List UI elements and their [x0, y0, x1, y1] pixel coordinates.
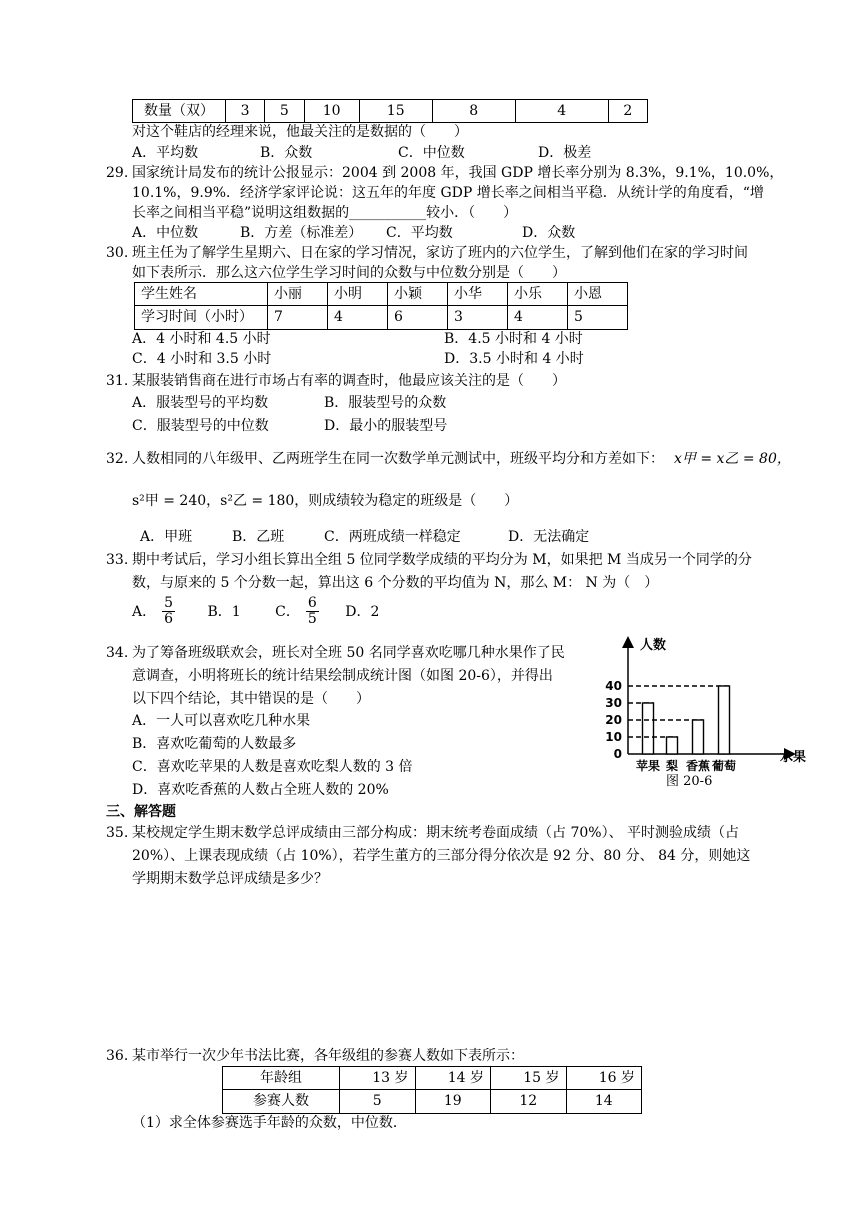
option-a: A．平均数: [132, 145, 199, 161]
option-c: C．服装型号的中位数: [132, 418, 269, 434]
q34-text: 为了筹备班级联欢会，班长对全班 50 名同学喜欢吃哪几种水果作了民: [132, 645, 565, 661]
q34-line2: 意调查，小明将班长的统计结果绘制成统计图（如图 20-6），并得出: [132, 668, 553, 684]
q29-line2: 10.1%，9.9%．经济学家评论说：这五年的年度 GDP 增长率之间相当平稳．从统计学的角度看，“增: [132, 185, 764, 201]
question-number: 34.: [106, 645, 129, 661]
q35-line3: 学期期末数学总评成绩是多少？: [132, 871, 328, 887]
q29-text: 国家统计局发布的统计公报显示：2004 到 2008 年，我国 GDP 增长率分别为 8.3%，9.1%，10.0%，: [132, 165, 784, 181]
option-a: A．: [132, 603, 157, 620]
option-d: D．无法确定: [508, 529, 590, 545]
table-header: 13 岁: [340, 1067, 416, 1090]
q33-options: A． $\frac{5}{6}$ B．1 C． $\frac{6}{5}$ D．2: [132, 595, 380, 628]
table-cell: 19: [415, 1090, 491, 1113]
shoe-table-cell: 3: [226, 100, 265, 123]
x-tick-label: 香蕉: [685, 759, 711, 773]
q33-line1: [106, 549, 752, 571]
option-a: A．甲班: [140, 529, 193, 545]
option-b: B．4.5 小时和 4 小时: [444, 331, 583, 347]
y-tick-label: 40: [605, 679, 622, 693]
table-cell: 学习时间（小时）: [135, 306, 268, 329]
option-a: A．4 小时和 4.5 小时: [132, 331, 271, 347]
shoe-size-table: [132, 99, 648, 123]
table-header: 小乐: [508, 283, 568, 306]
bar-苹果: [643, 703, 654, 754]
shoe-table-cell: 10: [304, 100, 359, 123]
shoe-table-cell: 4: [515, 100, 608, 123]
shoe-table-cell: 5: [265, 100, 304, 123]
table-cell: 4: [508, 306, 568, 329]
option-a: A．中位数: [132, 225, 199, 241]
shoe-table-cell: 2: [608, 100, 647, 123]
q33-line2: 数，与原来的 5 个分数一起，算出这 6 个分数的平均值为 N，那么 M： N 为（ ）: [132, 575, 659, 591]
q30-text: 班主任为了解学生星期六、日在家的学习情况，家访了班内的六位学生，了解到他们在家的学习时间: [132, 245, 748, 261]
q34-line1: [106, 642, 565, 664]
table-cell: 参赛人数: [223, 1090, 340, 1113]
option-d: D．极差: [538, 145, 592, 161]
shoe-table-row-label: 数量（双）: [133, 100, 226, 123]
table-header: 小恩: [568, 283, 628, 306]
q32-line1: [106, 448, 664, 470]
q35-line2: 20%）、上课表现成绩（占 10%），若学生董方的三部分得分依次是 92 分、80 分、 84 分，则她这: [132, 848, 751, 864]
option-c: C．两班成绩一样稳定: [324, 529, 461, 545]
q36-text: 某市举行一次少年书法比赛，各年级组的参赛人数如下表所示：: [132, 1048, 524, 1064]
x-tick-label: 葡萄: [711, 759, 737, 773]
x-axis-label: 水果: [780, 750, 807, 765]
table-header: 14 岁: [415, 1067, 491, 1090]
shoe-table-cell: 15: [359, 100, 432, 123]
q32-line2: s²甲 = 240，s²乙 = 180，则成绩较为稳定的班级是（ ）: [132, 493, 519, 509]
q35-line1: [106, 822, 739, 844]
q32-options: [140, 526, 589, 548]
question-number: 35.: [106, 825, 129, 841]
q30-line2: 如下表所示．那么这六位学生学习时间的众数与中位数分别是（ ）: [132, 265, 566, 281]
option-b: B．喜欢吃葡萄的人数最多: [132, 736, 297, 752]
option-d: D．最小的服装型号: [324, 418, 448, 434]
table-header: 小颖: [388, 283, 448, 306]
y-tick-label: 10: [605, 730, 622, 744]
option-a: A．服装型号的平均数: [132, 395, 269, 411]
option-b: B．1: [207, 603, 241, 620]
table-cell: 5: [568, 306, 628, 329]
q31-line1: [106, 370, 566, 392]
question-number: 36.: [106, 1048, 129, 1064]
q34-line3: 以下四个结论，其中错误的是（ ）: [132, 691, 370, 707]
table-cell: 12: [491, 1090, 567, 1113]
age-group-table: [222, 1066, 642, 1114]
table-header: 小华: [448, 283, 508, 306]
table-cell: 5: [340, 1090, 416, 1113]
table-cell: 4: [328, 306, 388, 329]
option-d: D．喜欢吃香蕉的人数占全班人数的 20%: [132, 782, 389, 798]
table-header: 15 岁: [491, 1067, 567, 1090]
q35-text: 某校规定学生期末数学总评成绩由三部分构成：期末统考卷面成绩（占 70%）、 平时测验成绩（占: [132, 825, 740, 841]
question-number: 32.: [106, 451, 129, 467]
y-tick-label: 30: [605, 696, 622, 710]
option-b: B．方差（标准差）: [240, 225, 363, 241]
option-a: A．一人可以喜欢吃几种水果: [132, 713, 311, 729]
q32-mean-equation: x甲 = x乙 = 80，: [674, 451, 791, 467]
bar-梨: [667, 737, 678, 754]
bar-香蕉: [693, 720, 704, 754]
table-header: 小丽: [268, 283, 328, 306]
table-cell: 6: [388, 306, 448, 329]
q29-line3: 长率之间相当平稳”说明这组数据的___________较小．（ ）: [132, 205, 518, 221]
option-c: C．: [275, 603, 300, 620]
section-heading: 三、解答题: [106, 804, 176, 820]
q28-tail: 对这个鞋店的经理来说，他最关注的是数据的（ ）: [132, 124, 468, 140]
q31-text: 某服装销售商在进行市场占有率的调查时，他最应该关注的是（ ）: [132, 373, 566, 389]
option-d: D．3.5 小时和 4 小时: [444, 351, 584, 367]
x-tick-label: 梨: [665, 759, 679, 773]
q33-text: 期中考试后，学习小组长算出全组 5 位同学数学成绩的平均分为 M，如果把 M 当成另一个同学的分: [132, 552, 752, 568]
table-header: 年龄组: [223, 1067, 340, 1090]
question-number: 33.: [106, 552, 129, 568]
option-b: B．服装型号的众数: [324, 395, 447, 411]
option-c: C．平均数: [386, 225, 453, 241]
q36-line1: [106, 1045, 524, 1067]
y-tick-label: 20: [605, 713, 622, 727]
question-number: 31.: [106, 373, 129, 389]
option-c: C．4 小时和 3.5 小时: [132, 351, 272, 367]
table-header: 学生姓名: [135, 283, 268, 306]
table-header: 16 岁: [566, 1067, 642, 1090]
option-b: B．众数: [260, 145, 313, 161]
option-b: B．乙班: [232, 529, 285, 545]
q32-text: 人数相同的八年级甲、乙两班学生在同一次数学单元测试中，班级平均分和方差如下：: [132, 451, 664, 467]
table-header: 小明: [328, 283, 388, 306]
table-cell: 14: [566, 1090, 642, 1113]
option-d: D．众数: [522, 225, 576, 241]
q36-sub1: （1）求全体参赛选手年龄的众数，中位数．: [132, 1115, 407, 1131]
study-time-table: [134, 282, 628, 330]
table-cell: 3: [448, 306, 508, 329]
x-tick-label: 苹果: [635, 759, 661, 773]
table-cell: 7: [268, 306, 328, 329]
bar-葡萄: [719, 686, 730, 754]
y-tick-label: 0: [613, 747, 622, 761]
option-c: C．中位数: [398, 145, 465, 161]
option-d: D．2: [345, 603, 380, 620]
y-axis-label: 人数: [640, 638, 667, 653]
option-c: C．喜欢吃苹果的人数是喜欢吃梨人数的 3 倍: [132, 759, 413, 775]
question-number: 30.: [106, 245, 129, 261]
shoe-table-cell: 8: [432, 100, 515, 123]
question-number: 29.: [106, 165, 129, 181]
figure-caption: 图 20-6: [666, 774, 713, 789]
